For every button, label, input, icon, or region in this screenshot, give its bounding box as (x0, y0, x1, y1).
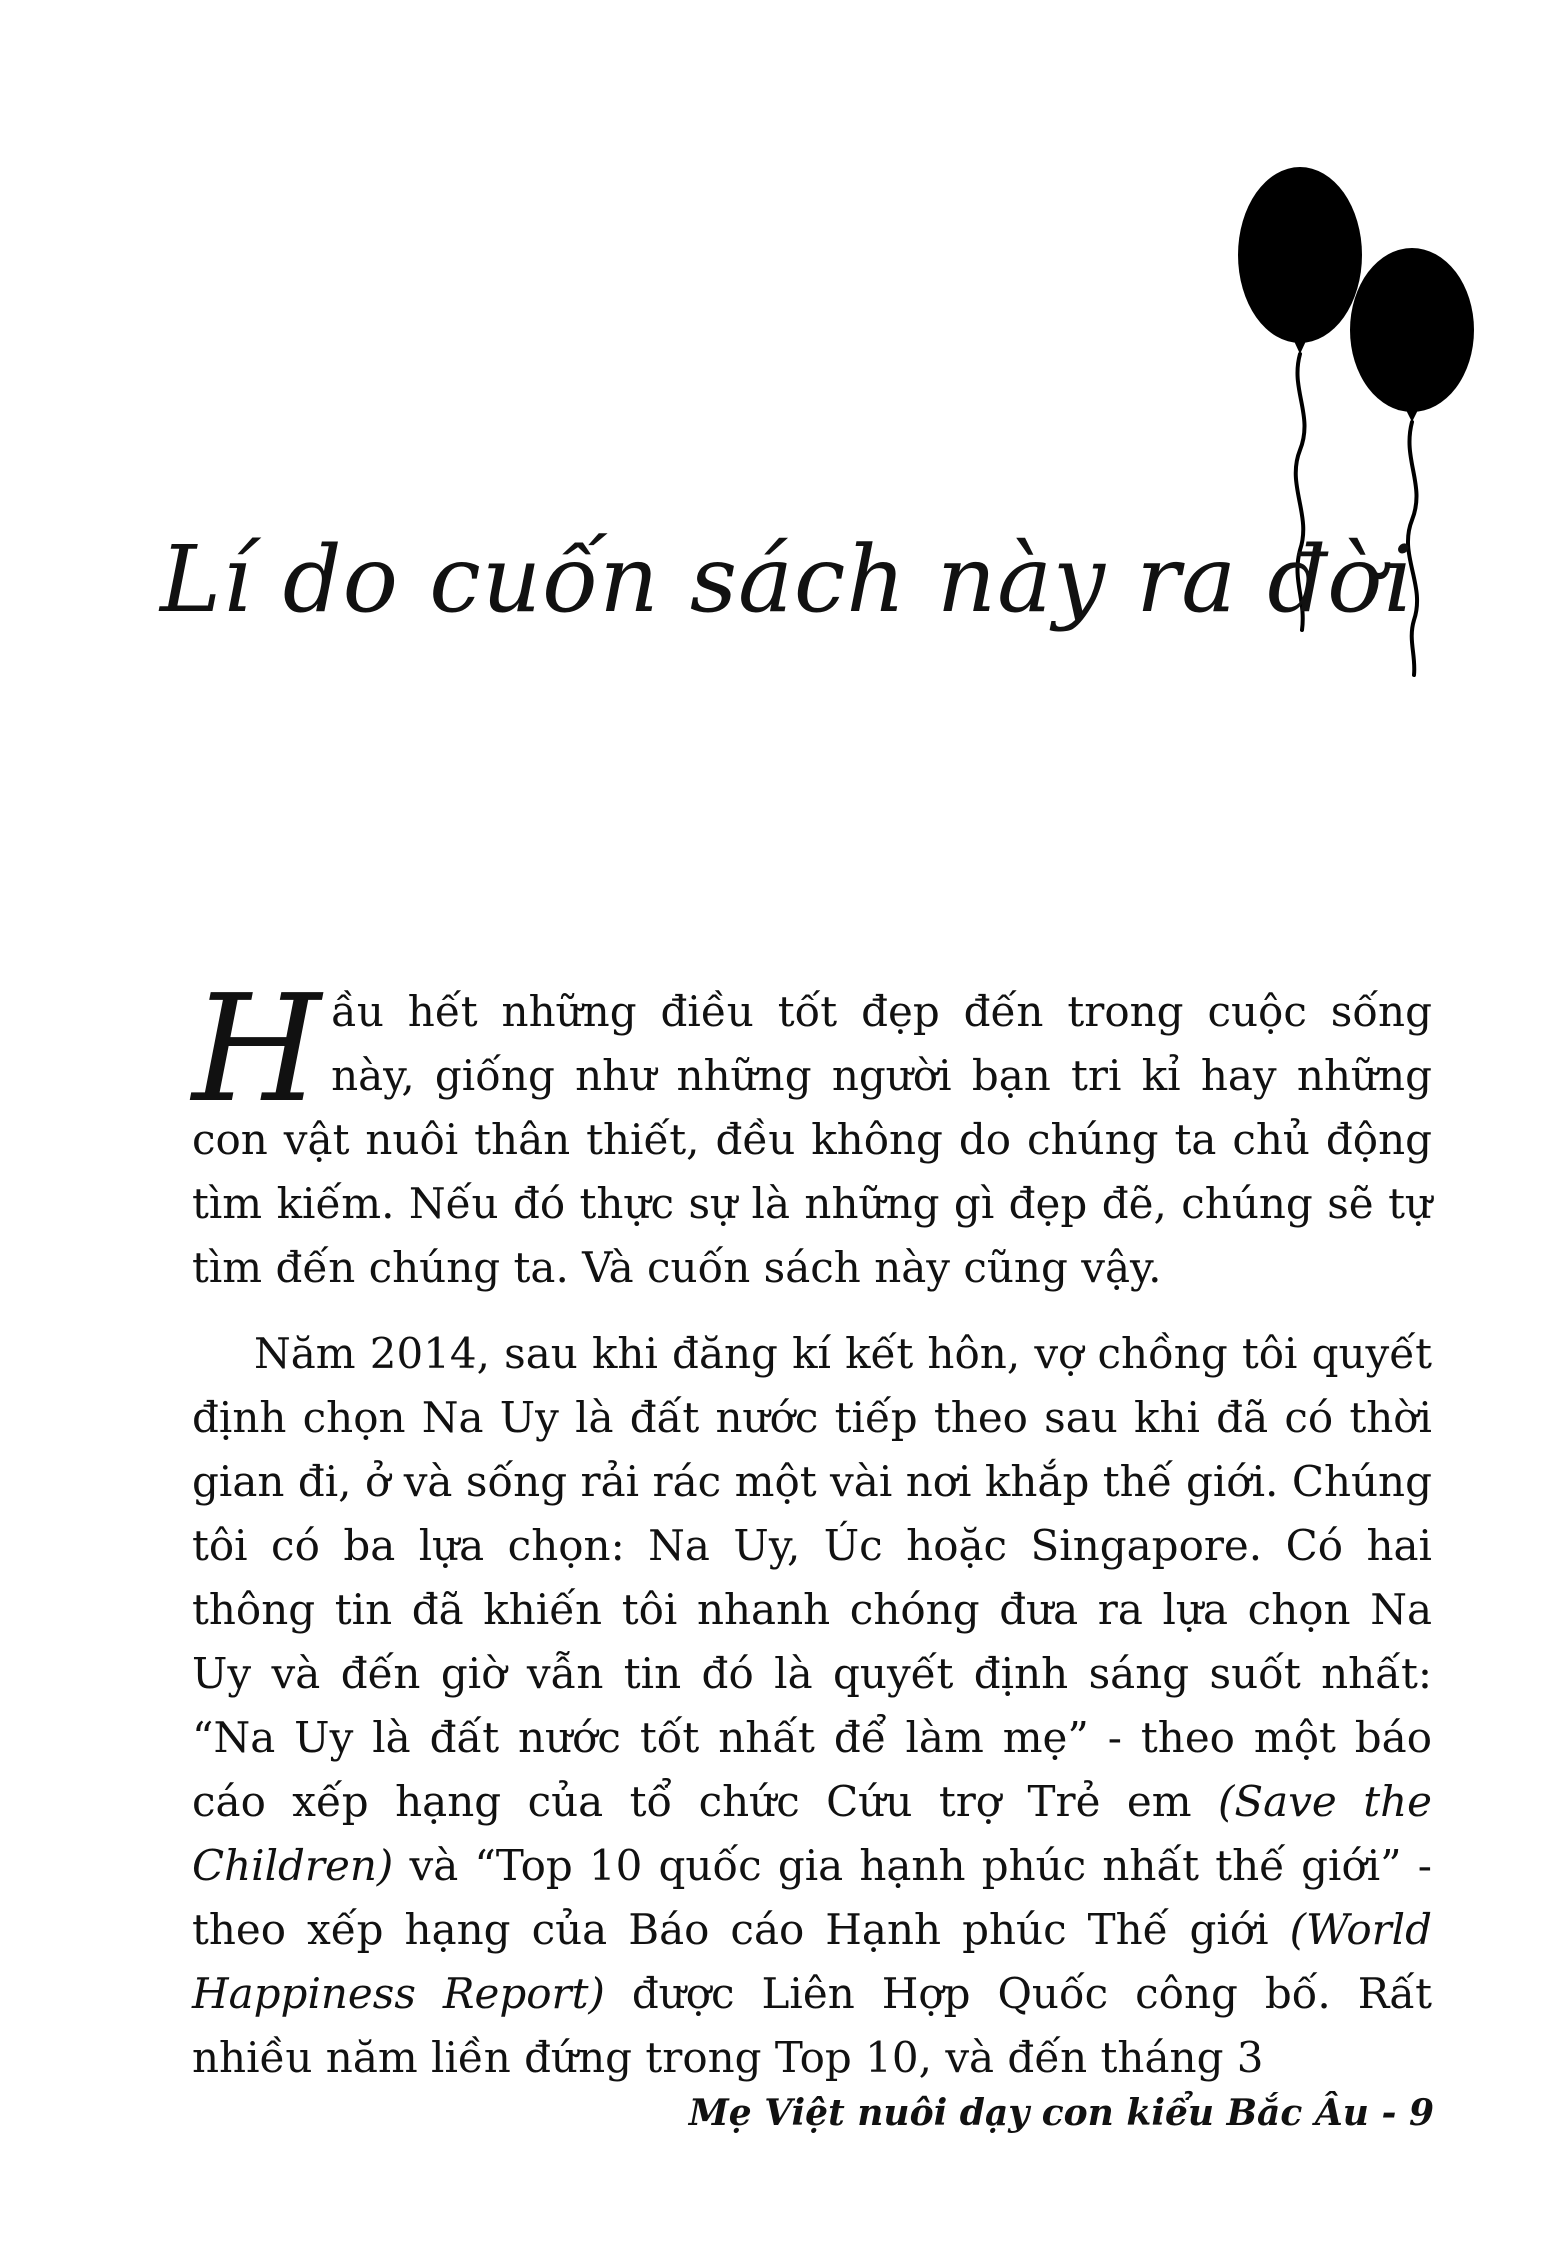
paragraph-2-part-1: Năm 2014, sau khi đăng kí kết hôn, vợ chồng tôi quyết định chọn Na Uy là đất nước tiếp theo sau khi đã có thời gian đi, ở và sống rải rác một vài nơi khắp thế giới. Chúng tôi có ba lựa chọn: Na Uy, Úc hoặc Singapore. Có hai thông tin đã khiến tôi nhanh chóng đưa ra lựa chọn Na Uy và đến giờ vẫn tin đó là quyết định sáng suốt nhất: “Na Uy là đất nước tốt nhất để làm mẹ” - theo một báo cáo xếp hạng của tổ chức Cứu trợ Trẻ em (192, 1329, 1432, 1826)
world-happiness-report-italic: (World Happiness Report) (192, 1905, 1432, 2018)
paragraph-2-part-3: được Liên Hợp Quốc công bố. Rất nhiều năm liền đứng trong Top 10, và đến tháng 3 (192, 1969, 1432, 2082)
paragraph-2-part-2: và “Top 10 quốc gia hạnh phúc nhất thế giới” - theo xếp hạng của Báo cáo Hạnh phúc Thế giới (192, 1841, 1432, 1954)
paragraph-1 (192, 963, 1432, 1300)
paragraph-2 (192, 1322, 1432, 2090)
body-text (192, 963, 1432, 2112)
chapter-title: Lí do cuốn sách này ra đời (160, 526, 1415, 633)
drop-cap: H (192, 963, 322, 1135)
paragraph-1-text: ầu hết những điều tốt đẹp đến trong cuộc sống này, giống như những người bạn tri kỉ hay những con vật nuôi thân thiết, đều không do chúng ta chủ động tìm kiếm. Nếu đó thực sự là những gì đẹp đẽ, chúng sẽ tự tìm đến chúng ta. Và cuốn sách này cũng vậy. (192, 987, 1432, 1292)
save-the-children-italic: (Save the Children) (192, 1777, 1432, 1890)
running-footer: Mẹ Việt nuôi dạy con kiểu Bắc Âu - 9 (688, 2092, 1434, 2134)
